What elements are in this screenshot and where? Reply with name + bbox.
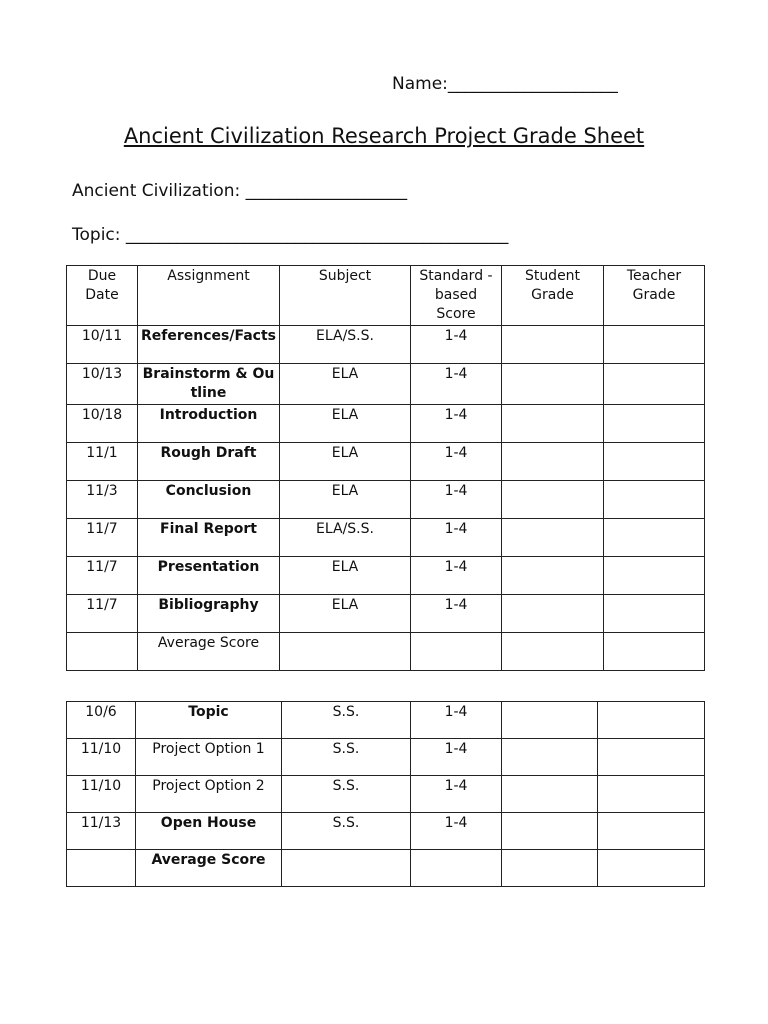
- table-row: [67, 364, 705, 405]
- average-score-label: Average Score: [136, 850, 282, 887]
- assignment-cell: Topic: [136, 702, 282, 739]
- student-grade-cell[interactable]: [502, 326, 604, 364]
- table-row: [67, 405, 705, 443]
- average-empty-cell[interactable]: [598, 850, 705, 887]
- due-date-cell: 10/11: [67, 326, 138, 364]
- name-label: Name:: [392, 74, 448, 94]
- assignment-cell: Bibliography: [138, 595, 280, 633]
- name-blank[interactable]: ____________________: [447, 74, 618, 94]
- topic-blank[interactable]: _____________________________________________: [125, 225, 509, 245]
- subject-cell: S.S.: [282, 739, 411, 776]
- due-date-cell: 11/3: [67, 481, 138, 519]
- score-cell: 1-4: [411, 776, 502, 813]
- score-cell: 1-4: [411, 702, 502, 739]
- assignment-cell: Conclusion: [138, 481, 280, 519]
- civilization-field[interactable]: [72, 181, 407, 201]
- header-subject: Subject: [280, 266, 411, 326]
- due-date-cell: 11/7: [67, 595, 138, 633]
- table-row: [67, 481, 705, 519]
- assignment-cell: References/Facts: [138, 326, 280, 364]
- table-row: [67, 702, 705, 739]
- subject-cell: ELA: [280, 481, 411, 519]
- average-empty-cell[interactable]: [502, 633, 604, 671]
- average-empty-cell: [411, 850, 502, 887]
- assignment-cell: Project Option 2: [136, 776, 282, 813]
- page-title: Ancient Civilization Research Project Grade Sheet: [123, 124, 645, 148]
- subject-cell: ELA: [280, 443, 411, 481]
- teacher-grade-cell[interactable]: [604, 364, 705, 405]
- topic-field[interactable]: [72, 225, 508, 245]
- grade-table-main: [66, 265, 705, 671]
- header-assignment: Assignment: [138, 266, 280, 326]
- assignment-cell: Presentation: [138, 557, 280, 595]
- teacher-grade-cell[interactable]: [604, 443, 705, 481]
- score-cell: 1-4: [411, 739, 502, 776]
- subject-cell: S.S.: [282, 813, 411, 850]
- teacher-grade-cell[interactable]: [598, 739, 705, 776]
- due-date-cell: 11/10: [67, 739, 136, 776]
- teacher-grade-cell[interactable]: [598, 702, 705, 739]
- teacher-grade-cell[interactable]: [604, 557, 705, 595]
- average-empty-cell[interactable]: [604, 633, 705, 671]
- header-student-grade: Student Grade: [502, 266, 604, 326]
- header-teacher-grade: Teacher Grade: [604, 266, 705, 326]
- average-empty-cell: [282, 850, 411, 887]
- teacher-grade-cell[interactable]: [598, 776, 705, 813]
- assignment-cell: Introduction: [138, 405, 280, 443]
- score-cell: 1-4: [411, 326, 502, 364]
- name-field[interactable]: [392, 74, 618, 94]
- assignment-cell: Open House: [136, 813, 282, 850]
- subject-cell: ELA/S.S.: [280, 519, 411, 557]
- average-score-label: Average Score: [138, 633, 280, 671]
- student-grade-cell[interactable]: [502, 557, 604, 595]
- civilization-label: Ancient Civilization:: [72, 181, 241, 201]
- teacher-grade-cell[interactable]: [598, 813, 705, 850]
- table-row: [67, 557, 705, 595]
- subject-cell: ELA: [280, 595, 411, 633]
- student-grade-cell[interactable]: [502, 405, 604, 443]
- average-row: [67, 633, 705, 671]
- subject-cell: ELA: [280, 405, 411, 443]
- assignment-cell: Brainstorm & Outline: [138, 364, 280, 405]
- student-grade-cell[interactable]: [502, 443, 604, 481]
- student-grade-cell[interactable]: [502, 776, 598, 813]
- assignment-cell: Project Option 1: [136, 739, 282, 776]
- header-due-date: Due Date: [67, 266, 138, 326]
- teacher-grade-cell[interactable]: [604, 326, 705, 364]
- header-standard-score: Standard -based Score: [411, 266, 502, 326]
- table-row: [67, 519, 705, 557]
- score-cell: 1-4: [411, 443, 502, 481]
- score-cell: 1-4: [411, 557, 502, 595]
- student-grade-cell[interactable]: [502, 702, 598, 739]
- student-grade-cell[interactable]: [502, 364, 604, 405]
- table-row: [67, 326, 705, 364]
- subject-cell: ELA/S.S.: [280, 326, 411, 364]
- assignment-cell: Final Report: [138, 519, 280, 557]
- table-row: [67, 776, 705, 813]
- subject-cell: ELA: [280, 364, 411, 405]
- teacher-grade-cell[interactable]: [604, 519, 705, 557]
- teacher-grade-cell[interactable]: [604, 405, 705, 443]
- student-grade-cell[interactable]: [502, 813, 598, 850]
- subject-cell: ELA: [280, 557, 411, 595]
- assignment-cell: Rough Draft: [138, 443, 280, 481]
- score-cell: 1-4: [411, 405, 502, 443]
- due-date-cell: 11/13: [67, 813, 136, 850]
- table-row: [67, 595, 705, 633]
- student-grade-cell[interactable]: [502, 595, 604, 633]
- table-row: [67, 813, 705, 850]
- topic-label: Topic:: [72, 225, 121, 245]
- average-empty-cell: [67, 633, 138, 671]
- average-empty-cell: [67, 850, 136, 887]
- average-empty-cell: [280, 633, 411, 671]
- civilization-blank[interactable]: ___________________: [245, 181, 408, 201]
- student-grade-cell[interactable]: [502, 519, 604, 557]
- grade-table-social-studies: [66, 701, 705, 887]
- due-date-cell: 10/13: [67, 364, 138, 405]
- score-cell: 1-4: [411, 364, 502, 405]
- due-date-cell: 11/10: [67, 776, 136, 813]
- teacher-grade-cell[interactable]: [604, 481, 705, 519]
- due-date-cell: 11/1: [67, 443, 138, 481]
- due-date-cell: 11/7: [67, 519, 138, 557]
- due-date-cell: 11/7: [67, 557, 138, 595]
- teacher-grade-cell[interactable]: [604, 595, 705, 633]
- average-row: [67, 850, 705, 887]
- student-grade-cell[interactable]: [502, 739, 598, 776]
- subject-cell: S.S.: [282, 702, 411, 739]
- student-grade-cell[interactable]: [502, 481, 604, 519]
- score-cell: 1-4: [411, 519, 502, 557]
- average-empty-cell[interactable]: [502, 850, 598, 887]
- score-cell: 1-4: [411, 481, 502, 519]
- due-date-cell: 10/18: [67, 405, 138, 443]
- score-cell: 1-4: [411, 595, 502, 633]
- table-row: [67, 739, 705, 776]
- average-empty-cell: [411, 633, 502, 671]
- due-date-cell: 10/6: [67, 702, 136, 739]
- table-row: [67, 443, 705, 481]
- score-cell: 1-4: [411, 813, 502, 850]
- table-header-row: [67, 266, 705, 326]
- subject-cell: S.S.: [282, 776, 411, 813]
